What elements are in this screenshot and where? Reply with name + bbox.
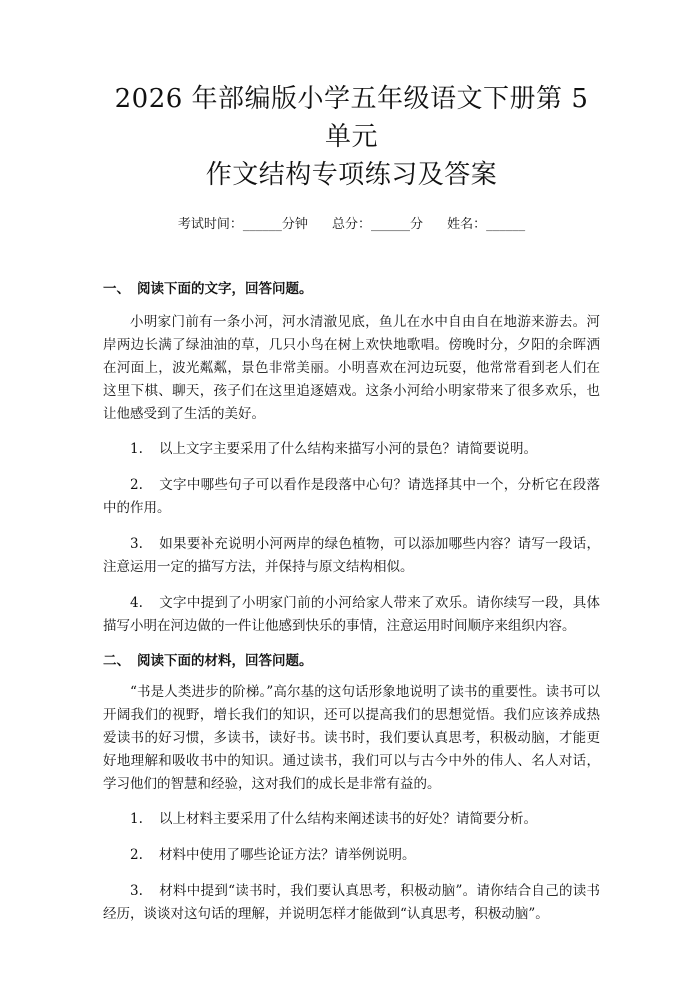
question-number: 3. [130,536,143,552]
section-heading-text: 阅读下面的文字，回答问题。 [137,281,313,297]
document-title [103,80,600,194]
question-item [103,533,600,579]
question-text: 如果要补充说明小河两岸的绿色植物，可以添加哪些内容？请写一段话，注意运用一定的描写方法，并保持与原文结构相似。 [103,536,600,575]
title-line-1: 2026 年部编版小学五年级语文下册第 5 单元 [114,84,589,152]
question-number: 2. [130,477,143,493]
question-item [103,474,600,520]
question-text: 材料中使用了哪些论证方法？请举例说明。 [159,847,416,863]
exam-info-line [103,216,600,234]
section-heading-2 [103,651,600,671]
question-text: 以上材料主要采用了什么结构来阐述读书的好处？请简要分析。 [159,811,537,827]
exam-time-field: 考试时间：______分钟 [177,217,308,232]
question-text: 材料中提到“读书时，我们要认真思考，积极动脑”。请你结合自己的读书经历，谈谈对这句话的理解，并说明怎样才能做到“认真思考，积极动脑”。 [103,883,600,922]
section-heading-text: 阅读下面的材料，回答问题。 [137,653,313,669]
question-item [103,844,600,867]
question-text: 以上文字主要采用了什么结构来描写小河的景色？请简要说明。 [159,441,537,457]
section-heading-1 [103,279,600,299]
question-item [103,438,600,461]
question-number: 4. [130,595,143,611]
question-text: 文字中哪些句子可以看作是段落中心句？请选择其中一个，分析它在段落中的作用。 [103,477,600,516]
title-line-2: 作文结构专项练习及答案 [205,160,498,190]
total-score-field: 总分：______分 [331,217,423,232]
question-number: 2. [130,847,143,863]
question-text: 文字中提到了小明家门前的小河给家人带来了欢乐。请你续写一段，具体描写小明在河边做的一件让他感到快乐的事情，注意运用时间顺序来组织内容。 [103,595,600,634]
question-item [103,880,600,926]
question-number: 3. [130,883,143,899]
document-page [0,80,700,985]
reading-passage-1: 小明家门前有一条小河，河水清澈见底，鱼儿在水中自由自在地游来游去。河岸两边长满了绿油油的草，几只小鸟在树上欢快地歌唱。傍晚时分，夕阳的余晖洒在河面上，波光粼粼，景色非常美丽。小明喜欢在河边玩耍，他常常看到老人们在这里下棋、聊天，孩子们在这里追逐嬉戏。这条小河给小明家带来了很多欢乐，也让他感受到了生活的美好。 [103,314,600,422]
question-item [103,808,600,831]
question-item [103,592,600,638]
student-name-field: 姓名：______ [447,217,526,232]
question-number: 1. [130,441,143,457]
question-number: 1. [130,811,143,827]
section-number: 一、 [103,281,130,297]
reading-passage-2: “书是人类进步的阶梯。”高尔基的这句话形象地说明了读书的重要性。读书可以开阔我们的视野，增长我们的知识，还可以提高我们的思想觉悟。我们应该养成热爱读书的好习惯，多读书，读好书。读书时，我们要认真思考，积极动脑，才能更好地理解和吸收书中的知识。通过读书，我们可以与古今中外的伟人、名人对话，学习他们的智慧和经验，这对我们的成长是非常有益的。 [103,684,600,792]
section-number: 二、 [103,653,130,669]
